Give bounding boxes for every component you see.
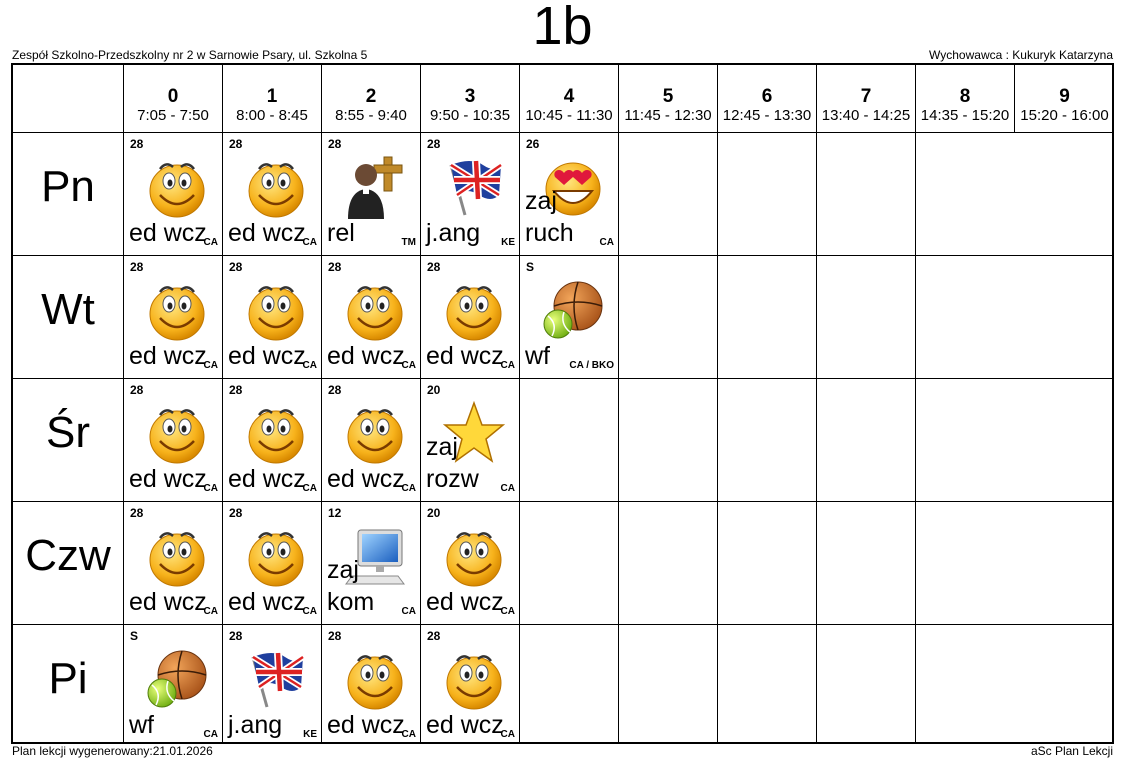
smiley-icon <box>245 155 307 219</box>
student-count: 26 <box>526 137 540 151</box>
subject-label: ed wcz <box>327 711 405 739</box>
student-count: 28 <box>427 629 441 643</box>
teacher-code: KE <box>501 237 515 248</box>
subject-label: ed wcz <box>327 465 405 493</box>
subject-label: kom <box>327 588 375 616</box>
smiley-icon <box>344 401 406 465</box>
period-number: 3 <box>464 86 476 107</box>
lesson-cell[interactable] <box>124 625 222 747</box>
teacher-code: CA <box>500 729 515 740</box>
lesson-cell[interactable] <box>223 256 321 378</box>
smiley-icon <box>146 401 208 465</box>
period-header-5 <box>618 65 717 132</box>
subject-label: ed wcz <box>327 342 405 370</box>
smiley-icon <box>245 401 307 465</box>
period-time: 11:45 - 12:30 <box>624 107 712 124</box>
student-count: 28 <box>229 506 243 520</box>
period-number: 6 <box>761 86 773 107</box>
lesson-cell[interactable] <box>421 625 519 747</box>
smiley-icon <box>146 278 208 342</box>
student-count: 28 <box>328 629 342 643</box>
teacher-code: CA <box>302 360 317 371</box>
teacher-code: KE <box>303 729 317 740</box>
subject-label-top: zaj <box>327 556 359 584</box>
column-divider <box>816 132 817 742</box>
subject-label: ed wcz <box>228 219 306 247</box>
student-count: 12 <box>328 506 342 520</box>
student-count: 28 <box>229 383 243 397</box>
day-label: Pi <box>48 654 88 703</box>
period-number: 9 <box>1059 86 1070 107</box>
lesson-cell[interactable] <box>421 379 519 501</box>
subject-label: ed wcz <box>129 219 207 247</box>
sports-balls-icon <box>146 647 208 711</box>
period-header-7 <box>816 65 915 132</box>
teacher-code: CA <box>401 483 416 494</box>
subject-label-top: zaj <box>426 433 458 461</box>
timetable-grid <box>11 63 1114 744</box>
subject-label: rel <box>327 219 355 247</box>
teacher-code: CA <box>500 483 515 494</box>
lesson-cell[interactable] <box>322 625 420 747</box>
student-count: 28 <box>328 137 342 151</box>
period-number: 2 <box>365 86 377 107</box>
lesson-cell[interactable] <box>421 133 519 255</box>
student-count: 28 <box>229 260 243 274</box>
day-label: Wt <box>41 285 95 334</box>
lesson-cell[interactable] <box>322 133 420 255</box>
teacher-code: CA <box>401 606 416 617</box>
teacher-code: CA <box>203 729 218 740</box>
student-count: 20 <box>427 383 441 397</box>
period-time: 8:00 - 8:45 <box>236 107 308 124</box>
subject-label: ruch <box>525 219 574 247</box>
subject-label-top: zaj <box>525 187 557 215</box>
sports-balls-icon <box>542 278 604 342</box>
smiley-icon <box>443 524 505 588</box>
lesson-cell[interactable] <box>124 256 222 378</box>
teacher-code: CA <box>203 606 218 617</box>
lesson-cell[interactable] <box>322 256 420 378</box>
period-header-6 <box>717 65 816 132</box>
student-count: 28 <box>229 629 243 643</box>
subject-label: ed wcz <box>426 588 504 616</box>
smiley-icon <box>245 524 307 588</box>
subject-label: j.ang <box>426 219 481 247</box>
subject-label: wf <box>129 711 154 739</box>
lesson-cell[interactable] <box>223 625 321 747</box>
teacher-code: CA <box>401 360 416 371</box>
period-time: 12:45 - 13:30 <box>722 107 812 124</box>
day-label: Czw <box>25 531 111 580</box>
period-number: 0 <box>167 86 179 107</box>
period-time: 14:35 - 15:20 <box>920 107 1010 124</box>
day-label: Pn <box>41 162 95 211</box>
lesson-cell[interactable] <box>322 379 420 501</box>
class-title: 1b <box>532 0 593 56</box>
student-count: 28 <box>328 260 342 274</box>
student-count: 28 <box>427 137 441 151</box>
lesson-cell[interactable] <box>322 502 420 624</box>
software-name: aSc Plan Lekcji <box>1030 744 1113 758</box>
period-header-2 <box>321 65 420 132</box>
lesson-cell[interactable] <box>124 133 222 255</box>
smiley-icon <box>245 278 307 342</box>
period-header-4 <box>519 65 618 132</box>
subject-label: ed wcz <box>129 588 207 616</box>
subject-label: ed wcz <box>228 465 306 493</box>
lesson-cell[interactable] <box>124 379 222 501</box>
period-header-9 <box>1014 65 1114 132</box>
lesson-cell[interactable] <box>421 502 519 624</box>
subject-label: wf <box>525 342 550 370</box>
subject-label: ed wcz <box>426 342 504 370</box>
teacher-code: CA <box>302 606 317 617</box>
subject-label: ed wcz <box>129 342 207 370</box>
teacher-code: CA <box>500 360 515 371</box>
subject-label: j.ang <box>228 711 283 739</box>
column-divider <box>618 132 619 742</box>
period-number: 1 <box>266 86 278 107</box>
column-divider <box>915 132 916 742</box>
smiley-icon <box>443 278 505 342</box>
student-count: S <box>526 260 535 274</box>
period-header-3 <box>420 65 519 132</box>
lesson-cell[interactable] <box>223 133 321 255</box>
student-count: 20 <box>427 506 441 520</box>
period-header-0 <box>123 65 222 132</box>
smiley-icon <box>146 524 208 588</box>
smiley-icon <box>344 647 406 711</box>
teacher-code: CA <box>302 237 317 248</box>
subject-label: ed wcz <box>228 342 306 370</box>
period-time: 7:05 - 7:50 <box>137 107 209 124</box>
period-time: 15:20 - 16:00 <box>1020 107 1109 124</box>
period-time: 13:40 - 14:25 <box>821 107 911 124</box>
lesson-cell[interactable] <box>223 379 321 501</box>
student-count: 28 <box>130 506 144 520</box>
teacher-code: CA <box>203 237 218 248</box>
student-count: S <box>130 629 139 643</box>
period-header-1 <box>222 65 321 132</box>
period-number: 5 <box>662 86 674 107</box>
teacher-code: CA <box>599 237 614 248</box>
subject-label: ed wcz <box>426 711 504 739</box>
student-count: 28 <box>229 137 243 151</box>
generated-date: Plan lekcji wygenerowany:21.01.2026 <box>12 744 213 758</box>
period-time: 8:55 - 9:40 <box>335 107 407 124</box>
student-count: 28 <box>130 260 144 274</box>
priest-cross-icon <box>344 155 406 219</box>
student-count: 28 <box>328 383 342 397</box>
lesson-cell[interactable] <box>421 256 519 378</box>
period-header-8 <box>915 65 1014 132</box>
lesson-cell[interactable] <box>124 502 222 624</box>
lesson-cell[interactable] <box>520 256 618 378</box>
student-count: 28 <box>427 260 441 274</box>
teacher-code: CA <box>203 360 218 371</box>
teacher-code: CA <box>203 483 218 494</box>
class-teacher: Wychowawca : Kukuryk Katarzyna <box>929 48 1113 62</box>
uk-flag-icon <box>443 155 505 219</box>
teacher-code: TM <box>401 237 416 248</box>
student-count: 28 <box>130 137 144 151</box>
teacher-code: CA <box>302 483 317 494</box>
day-label: Śr <box>46 408 90 457</box>
teacher-code: CA <box>500 606 515 617</box>
uk-flag-icon <box>245 647 307 711</box>
lesson-cell[interactable] <box>520 133 618 255</box>
smiley-icon <box>146 155 208 219</box>
teacher-code: CA / BKO <box>569 360 614 371</box>
smiley-icon <box>344 278 406 342</box>
school-name: Zespół Szkolno-Przedszkolny nr 2 w Sarnowie Psary, ul. Szkolna 5 <box>12 48 368 62</box>
student-count: 28 <box>130 383 144 397</box>
period-number: 7 <box>860 86 872 107</box>
period-number: 8 <box>959 86 971 107</box>
column-divider <box>717 132 718 742</box>
subject-label: ed wcz <box>129 465 207 493</box>
period-time: 10:45 - 11:30 <box>525 107 613 124</box>
smiley-icon <box>443 647 505 711</box>
lesson-cell[interactable] <box>223 502 321 624</box>
teacher-code: CA <box>401 729 416 740</box>
period-number: 4 <box>563 86 575 107</box>
subject-label: ed wcz <box>228 588 306 616</box>
subject-label: rozw <box>426 465 479 493</box>
period-time: 9:50 - 10:35 <box>429 107 511 124</box>
